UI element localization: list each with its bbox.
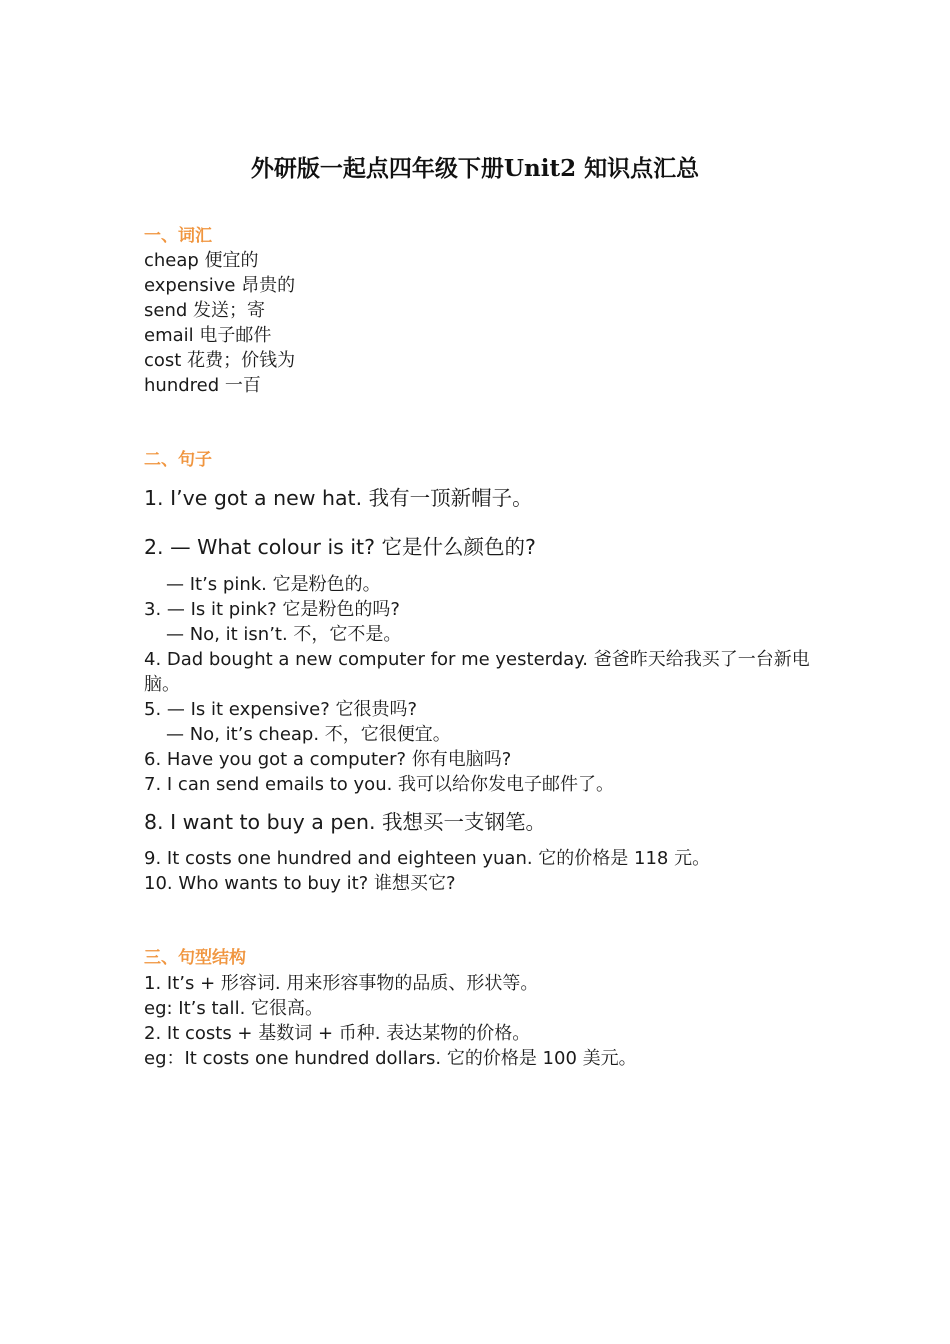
pattern-item: 1. It’s + 形容词. 用来形容事物的品质、形状等。 <box>144 973 539 994</box>
pattern-item: eg：It costs one hundred dollars. 它的价格是 100 美元。 <box>144 1048 637 1069</box>
section-heading-vocabulary: 一、词汇 <box>144 226 212 246</box>
sentence-item: 1. I’ve got a new hat. 我有一顶新帽子。 <box>144 486 533 510</box>
sentence-item: 7. I can send emails to you. 我可以给你发电子邮件了。 <box>144 774 615 795</box>
sentence-item: 4. Dad bought a new computer for me yesterday. 爸爸昨天给我买了一台新电脑。 <box>144 649 810 695</box>
vocab-item: send 发送；寄 <box>144 300 266 321</box>
vocab-item: cost 花费；价钱为 <box>144 350 296 371</box>
pattern-item: 2. It costs + 基数词 + 币种. 表达某物的价格。 <box>144 1023 531 1044</box>
vocab-item: cheap 便宜的 <box>144 250 259 271</box>
document-title: 外研版一起点四年级下册Unit2 知识点汇总 <box>250 155 700 182</box>
sentence-item: 3. — Is it pink? 它是粉色的吗? <box>144 599 400 620</box>
vocab-item: hundred 一百 <box>144 375 261 396</box>
section-heading-patterns: 三、句型结构 <box>144 948 246 968</box>
section-heading-sentences: 二、句子 <box>144 450 212 470</box>
sentence-item: 8. I want to buy a pen. 我想买一支钢笔。 <box>144 810 546 834</box>
sentence-item: — No, it’s cheap. 不，它很便宜。 <box>166 724 451 745</box>
pattern-item: eg: It’s tall. 它很高。 <box>144 998 324 1019</box>
vocab-item: expensive 昂贵的 <box>144 275 296 296</box>
sentence-item: — No, it isn’t. 不，它不是。 <box>166 624 402 645</box>
sentence-item: 9. It costs one hundred and eighteen yuan. 它的价格是 118 元。 <box>144 848 711 869</box>
sentence-item: 5. — Is it expensive? 它很贵吗? <box>144 699 418 720</box>
sentence-item: 2. — What colour is it? 它是什么颜色的? <box>144 535 536 559</box>
sentence-item: 6. Have you got a computer? 你有电脑吗? <box>144 749 512 770</box>
sentence-item: 10. Who wants to buy it? 谁想买它? <box>144 873 456 894</box>
vocab-item: email 电子邮件 <box>144 325 272 346</box>
sentence-item: — It’s pink. 它是粉色的。 <box>166 574 381 595</box>
